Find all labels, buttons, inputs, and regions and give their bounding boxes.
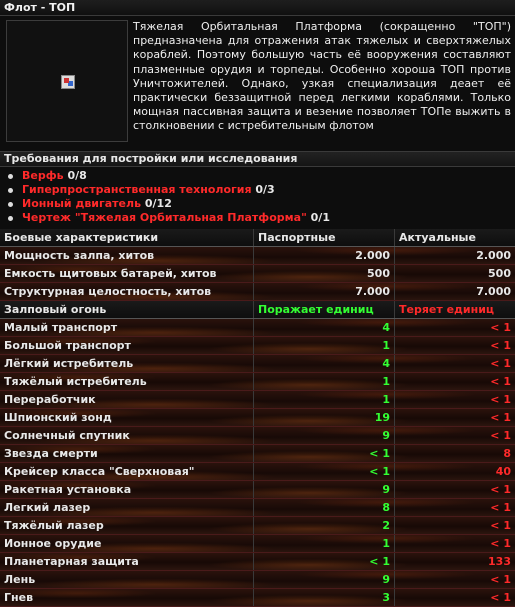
unit-intro <box>0 16 515 151</box>
requirement-item <box>22 197 515 211</box>
table-row <box>0 499 515 517</box>
rapidfire-hits-value: 1 <box>253 337 394 354</box>
table-row <box>0 247 515 265</box>
rapidfire-unit-name: Ионное орудие <box>4 537 102 550</box>
requirement-link[interactable]: Чертеж "Тяжелая Орбитальная Платформа" <box>22 211 307 224</box>
spec-base-value: 7.000 <box>253 283 394 300</box>
table-row <box>0 535 515 553</box>
requirement-link[interactable]: Верфь <box>22 169 64 182</box>
rapidfire-loses-value: < 1 <box>394 409 515 426</box>
table-row <box>0 283 515 301</box>
rapidfire-hits-value: < 1 <box>253 445 394 462</box>
rapidfire-rows <box>0 319 515 607</box>
table-row <box>0 553 515 571</box>
rapidfire-loses-value: < 1 <box>394 337 515 354</box>
rapidfire-hits-value: 2 <box>253 517 394 534</box>
rapidfire-unit-name: Звезда смерти <box>4 447 98 460</box>
rapidfire-hits-value: 1 <box>253 373 394 390</box>
rapidfire-header-label: Залповый огонь <box>4 303 107 316</box>
rapidfire-hits-value: 9 <box>253 481 394 498</box>
table-row <box>0 319 515 337</box>
requirements-list <box>0 167 515 229</box>
rapidfire-unit-name: Тяжёлый лазер <box>4 519 104 532</box>
spec-base-value: 500 <box>253 265 394 282</box>
specs-header-base: Паспортные <box>253 229 394 246</box>
table-row <box>0 571 515 589</box>
rapidfire-loses-value: 40 <box>394 463 515 480</box>
spec-label: Мощность залпа, хитов <box>4 249 155 262</box>
rapidfire-header-loses: Теряет единиц <box>394 301 515 318</box>
rapidfire-unit-name: Крейсер класса "Сверхновая" <box>4 465 195 478</box>
rapidfire-hits-value: < 1 <box>253 553 394 570</box>
rapidfire-loses-value: < 1 <box>394 481 515 498</box>
rapidfire-unit-name: Лень <box>4 573 36 586</box>
rapidfire-hits-value: 4 <box>253 319 394 336</box>
rapidfire-unit-name: Большой транспорт <box>4 339 131 352</box>
rapidfire-unit-name: Гнев <box>4 591 34 604</box>
window-title: Флот - ТОП <box>0 0 515 16</box>
table-row <box>0 409 515 427</box>
unit-description: Тяжелая Орбитальная Платформа (сокращенно "ТОП") предназначена для отражения атак тяжелых и сверхтяжелых кораблей. Поэтому большую часть её вооружения составляют плазменные орудия и торпеды. Особенно хороша ТОП против Уничтожителей. Однако, узкая специализация деает её практически беззащитной перед легкими кораблями. Только мощная пассивная защита и везение позволяет ТОПе выжить в столкновении с истребительным флотом <box>133 20 511 133</box>
requirement-level: 0/1 <box>310 211 330 224</box>
table-row <box>0 463 515 481</box>
rapidfire-loses-value: < 1 <box>394 319 515 336</box>
rapidfire-hits-value: < 1 <box>253 463 394 480</box>
rapidfire-loses-value: < 1 <box>394 391 515 408</box>
rapidfire-loses-value: < 1 <box>394 589 515 606</box>
rapidfire-header <box>0 301 515 319</box>
specs-header-actual: Актуальные <box>394 229 515 246</box>
table-row <box>0 589 515 607</box>
requirement-level: 0/3 <box>255 183 275 196</box>
rapidfire-loses-value: < 1 <box>394 517 515 534</box>
unit-image <box>6 20 128 142</box>
broken-image-icon <box>61 75 75 89</box>
table-row <box>0 337 515 355</box>
rapidfire-unit-name: Переработчик <box>4 393 96 406</box>
spec-actual-value: 2.000 <box>394 247 515 264</box>
rapidfire-hits-value: 4 <box>253 355 394 372</box>
specs-table <box>0 229 515 301</box>
rapidfire-loses-value: < 1 <box>394 355 515 372</box>
rapidfire-loses-value: 133 <box>394 553 515 570</box>
rapidfire-loses-value: < 1 <box>394 535 515 552</box>
spec-actual-value: 7.000 <box>394 283 515 300</box>
rapidfire-unit-name: Ракетная установка <box>4 483 132 496</box>
requirement-link[interactable]: Ионный двигатель <box>22 197 142 210</box>
requirement-level: 0/12 <box>144 197 172 210</box>
rapidfire-unit-name: Лёгкий истребитель <box>4 357 134 370</box>
rapidfire-unit-name: Тяжёлый истребитель <box>4 375 147 388</box>
rapidfire-hits-value: 1 <box>253 391 394 408</box>
rapidfire-unit-name: Малый транспорт <box>4 321 118 334</box>
rapidfire-loses-value: < 1 <box>394 373 515 390</box>
requirement-item <box>22 211 515 225</box>
rapidfire-unit-name: Легкий лазер <box>4 501 91 514</box>
table-row <box>0 373 515 391</box>
rapidfire-hits-value: 3 <box>253 589 394 606</box>
rapidfire-loses-value: < 1 <box>394 427 515 444</box>
rapidfire-unit-name: Планетарная защита <box>4 555 139 568</box>
table-row <box>0 391 515 409</box>
requirement-item <box>22 169 515 183</box>
table-row <box>0 427 515 445</box>
rapidfire-hits-value: 19 <box>253 409 394 426</box>
table-row <box>0 517 515 535</box>
rapidfire-loses-value: < 1 <box>394 571 515 588</box>
rapidfire-table <box>0 301 515 607</box>
spec-label: Емкость щитовых батарей, хитов <box>4 267 217 280</box>
rapidfire-header-hits: Поражает единиц <box>253 301 394 318</box>
specs-header-label: Боевые характеристики <box>4 231 159 244</box>
rapidfire-hits-value: 9 <box>253 571 394 588</box>
rapidfire-loses-value: 8 <box>394 445 515 462</box>
table-row <box>0 481 515 499</box>
rapidfire-unit-name: Солнечный спутник <box>4 429 130 442</box>
rapidfire-hits-value: 1 <box>253 535 394 552</box>
table-row <box>0 355 515 373</box>
rapidfire-hits-value: 8 <box>253 499 394 516</box>
spec-actual-value: 500 <box>394 265 515 282</box>
rapidfire-loses-value: < 1 <box>394 499 515 516</box>
spec-base-value: 2.000 <box>253 247 394 264</box>
table-row <box>0 445 515 463</box>
rapidfire-hits-value: 9 <box>253 427 394 444</box>
requirement-link[interactable]: Гиперпространственная технология <box>22 183 252 196</box>
requirements-title: Требования для постройки или исследования <box>0 151 515 167</box>
table-row <box>0 265 515 283</box>
requirement-item <box>22 183 515 197</box>
requirement-level: 0/8 <box>67 169 87 182</box>
rapidfire-unit-name: Шпионский зонд <box>4 411 112 424</box>
specs-header <box>0 229 515 247</box>
spec-label: Структурная целостность, хитов <box>4 285 212 298</box>
